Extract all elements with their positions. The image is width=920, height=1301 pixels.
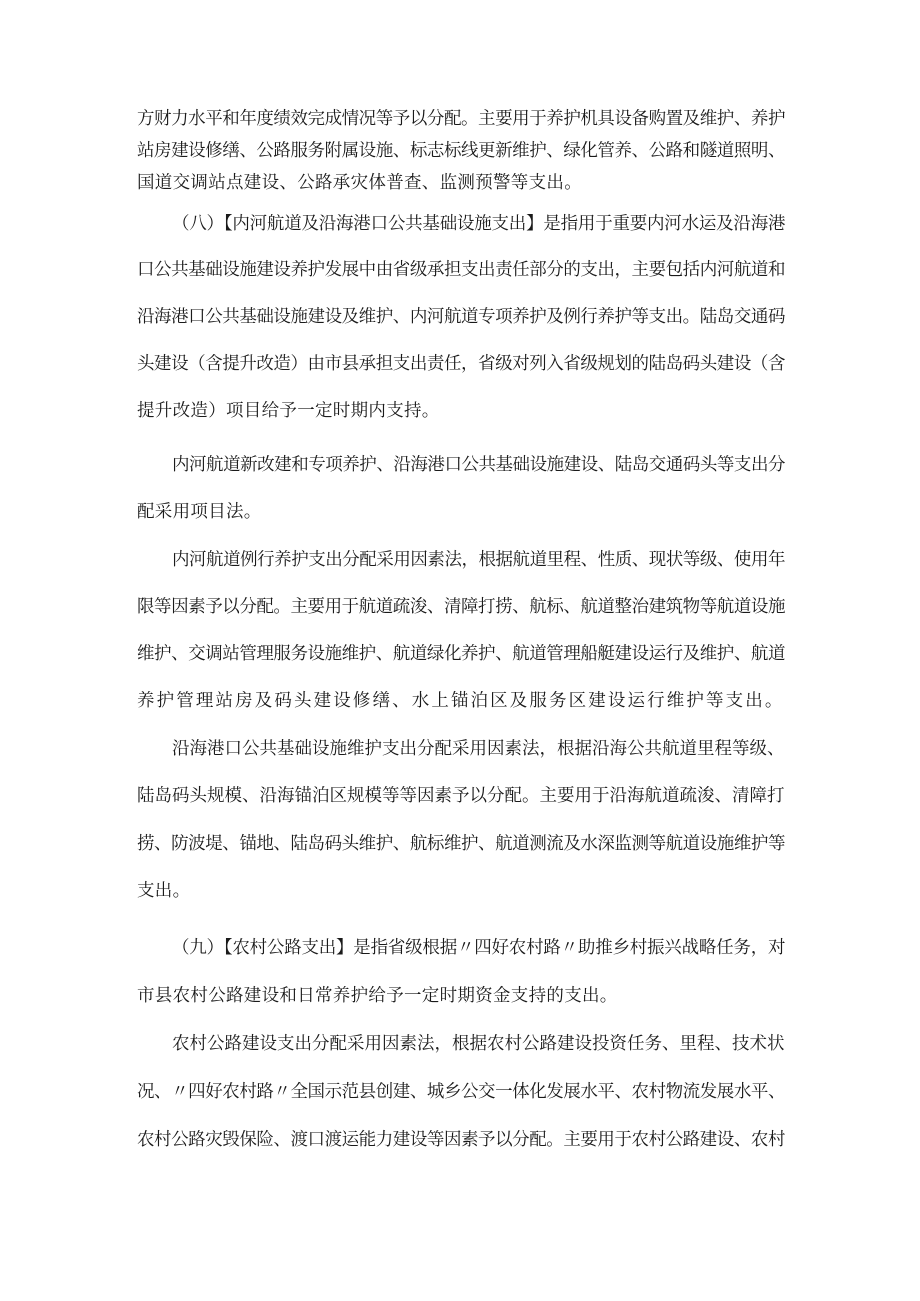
- text-line: 支出。: [137, 881, 191, 901]
- text-line: 沿海港口公共基础设施建设及维护、内河航道专项养护及例行养护等支出。陆岛交通码: [137, 307, 785, 327]
- text-line: 捞、防波堤、锚地、陆岛码头维护、航标维护、航道测流及水深监测等航道设施维护等: [137, 834, 785, 854]
- text-line: 站房建设修缮、公路服务附属设施、标志标线更新维护、绿化管养、公路和隧道照明、: [137, 141, 785, 161]
- text-line: 农村公路灾毁保险、渡口渡运能力建设等因素予以分配。主要用于农村公路建设、农村: [137, 1130, 785, 1150]
- section-9-heading-line: （九）【农村公路支出】是指省级根据〃四好农村路〃助推乡村振兴战略任务，对: [172, 938, 786, 958]
- text-line: 维护、交调站管理服务设施维护、航道绿化养护、航道管理船艇建设运行及维护、航道: [137, 644, 785, 664]
- text-line: 内河航道例行养护支出分配采用因素法，根据航道里程、性质、现状等级、使用年: [172, 550, 785, 570]
- text-line: 国道交调站点建设、公路承灾体普查、监测预警等支出。: [137, 173, 582, 193]
- text-line: 配采用项目法。: [137, 502, 262, 522]
- text-line: 内河航道新改建和专项养护、沿海港口公共基础设施建设、陆岛交通码头等支出分: [172, 455, 785, 475]
- section-8-heading-line: （八）【内河航道及沿海港口公共基础设施支出】是指用于重要内河水运及沿海港: [172, 214, 786, 234]
- text-line: 方财力水平和年度绩效完成情况等予以分配。主要用于养护机具设备购置及维护、养护: [137, 109, 785, 129]
- text-line: 况、〃四好农村路〃全国示范县创建、城乡公交一体化发展水平、农村物流发展水平、: [137, 1082, 785, 1102]
- text-line: 沿海港口公共基础设施维护支出分配采用因素法，根据沿海公共航道里程等级、: [172, 739, 785, 759]
- text-line: 限等因素予以分配。主要用于航道疏浚、清障打捞、航标、航道整治建筑物等航道设施: [137, 597, 785, 617]
- text-line: 陆岛码头规模、沿海锚泊区规模等等因素予以分配。主要用于沿海航道疏浚、清障打: [137, 786, 785, 806]
- text-line: 头建设（含提升改造）由市县承担支出责任，省级对列入省级规划的陆岛码头建设（含: [137, 354, 785, 374]
- text-line: 农村公路建设支出分配采用因素法，根据农村公路建设投资任务、里程、技术状: [172, 1034, 785, 1054]
- text-line: 养护管理站房及码头建设修缮、水上锚泊区及服务区建设运行维护等支出。: [137, 691, 785, 711]
- text-line: 市县农村公路建设和日常养护给予一定时期资金支持的支出。: [137, 986, 618, 1006]
- text-line: 口公共基础设施建设养护发展中由省级承担支出责任部分的支出，主要包括内河航道和: [137, 260, 785, 280]
- text-line: 提升改造）项目给予一定时期内支持。: [137, 401, 440, 421]
